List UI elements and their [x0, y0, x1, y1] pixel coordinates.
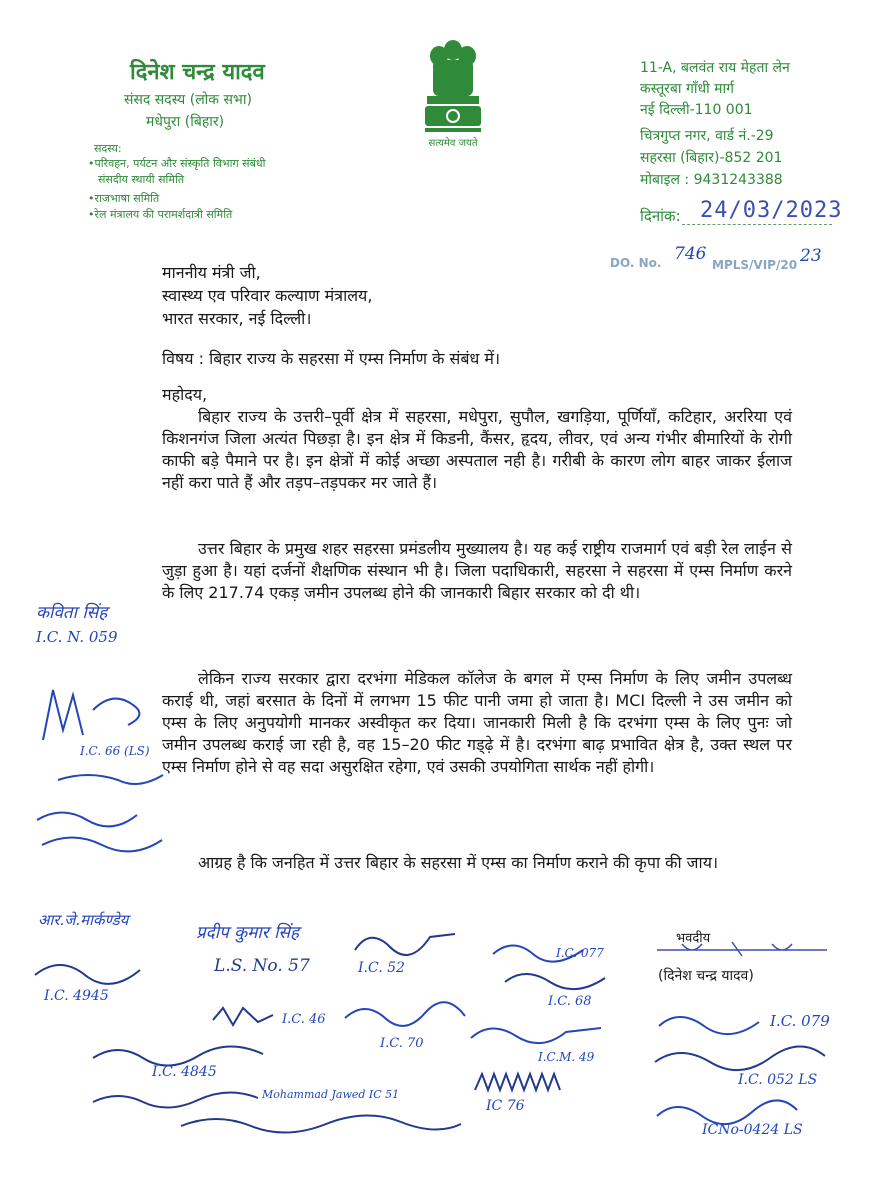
handwritten-ic-number: I.C. 66 (LS) — [80, 744, 150, 758]
date-underline — [682, 224, 832, 225]
signature-scribble — [466, 1016, 606, 1050]
committee-item: •राजभाषा समिति — [88, 192, 160, 205]
signature-scribble — [30, 950, 150, 990]
date-label: दिनांक: — [640, 207, 681, 225]
addressee-line: स्वास्थ्य एव परिवार कल्याण मंत्रालय, — [162, 286, 373, 305]
paragraph-text: लेकिन राज्य सरकार द्वारा दरभंगा मेडिकल कॉलेज के बगल में एम्स निर्माण के लिए जमीन उपलब्ध कराई थी, जहां बरसात के दिनों में लगभग 15 फीट पानी जमा हो जाता है। MCI दिल्ली ने उस जमीन को एम्स के लिए अनुपयोगी मानकर अस्वीकृत कर दिया। जानकारी मिली है कि दरभंगा एम्स के लिए पुनः जो जमीन उपलब्ध कराई जा रही है, वह 15–20 फीट गड्ढ़े में है। दरभंगा बाढ़ प्रभावित क्षेत्र है, उक्त स्थल पर एम्स निर्माण होने से वह सदा असुरक्षित रहेगा, एवं उसकी उपयोगिता सार्थक नहीं होगी। — [162, 669, 792, 776]
handwritten-ic-number: I.C. 46 — [282, 1012, 326, 1027]
address-line: सहरसा (बिहार)-852 201 — [640, 150, 783, 166]
handwritten-ic-number: I.C. 52 — [358, 960, 405, 976]
do-year: 23 — [800, 246, 822, 266]
handwritten-ic-number: I.C. 70 — [380, 1036, 424, 1051]
committee-item: संसदीय स्थायी समिति — [98, 173, 185, 186]
handwritten-ic-number: I.C. 079 — [770, 1012, 830, 1030]
committee-heading: सदस्य: — [94, 142, 122, 155]
handwritten-ic-number: I.C. 4845 — [152, 1064, 217, 1080]
addressee-line: भारत सरकार, नई दिल्ली। — [162, 309, 312, 328]
body-paragraph — [162, 668, 792, 778]
signature-scribble — [32, 800, 172, 860]
address-line: 11-A, बलवंत राय मेहता लेन — [640, 60, 790, 76]
state-emblem-icon — [413, 34, 493, 154]
subject-line: विषय : बिहार राज्य के सहरसा में एम्स निर्माण के संबंध में। — [162, 349, 501, 368]
handwritten-signature: कविता सिंह — [36, 603, 108, 623]
valediction: भवदीय — [676, 931, 711, 946]
date-value: 24/03/2023 — [700, 198, 843, 223]
address-line: चित्रगुप्त नगर, वार्ड नं.-29 — [640, 128, 774, 144]
signature-scribble — [208, 1000, 278, 1036]
handwritten-ic-number: I.C. 052 LS — [738, 1072, 818, 1088]
handwritten-ic-number: I.C. N. 059 — [36, 628, 118, 646]
committee-item: •परिवहन, पर्यटन और संस्कृति विभाग संबंधी — [88, 157, 266, 170]
body-paragraph — [162, 406, 792, 494]
paragraph-text: उत्तर बिहार के प्रमुख शहर सहरसा प्रमंडलीय मुख्यालय है। यह कई राष्ट्रीय राजमार्ग एवं बड़ी रेल लाईन से जुड़ा हुआ है। यहां दर्जनों शैक्षणिक संस्थान भी है। जिला पदाधिकारी, सहरसा ने सहरसा में एम्स निर्माण करने के लिए 217.74 एकड़ जमीन उपलब्ध होने की जानकारी बिहार सरकार को दी थी। — [162, 539, 792, 602]
body-paragraph — [162, 538, 792, 604]
addressee-line: माननीय मंत्री जी, — [162, 263, 261, 282]
signature-scribble — [650, 1040, 830, 1076]
handwritten-ic-number: I.C. 68 — [548, 994, 592, 1009]
mobile-line: मोबाइल : 9431243388 — [640, 172, 783, 188]
signature-scribble — [654, 1004, 764, 1040]
handwritten-ic-number: I.C. 077 — [556, 946, 604, 960]
signature-scribble — [500, 964, 610, 994]
paragraph-text: आग्रह है कि जनहित में उत्तर बिहार के सहरसा में एम्स का निर्माण कराने की कृपा की जाय। — [198, 853, 719, 872]
handwritten-ic-number: L.S. No. 57 — [214, 956, 310, 976]
paragraph-text: बिहार राज्य के उत्तरी–पूर्वी क्षेत्र में सहरसा, मधेपुरा, सुपौल, खगड़िया, पूर्णियाँ, कटिहार, अररिया एवं किशनगंज जिला अत्यंत पिछड़ा है। इन क्षेत्र में किडनी, कैंसर, हृदय, लीवर, एवं अन्य गंभीर बीमारियों के रोगी काफी बड़े पैमाने पर है। इन क्षेत्रों में कोई अच्छा अस्पताल नही है। गरीबी के कारण लोग बाहर जाकर ईलाज नहीं करा पाते हैं और तड़प–तड़पकर मर जाते हैं। — [162, 407, 792, 492]
committee-item: •रेल मंत्रालय की परामर्शदात्री समिति — [88, 208, 233, 221]
body-paragraph — [162, 852, 792, 874]
handwritten-ic-number: IC 76 — [486, 1098, 525, 1114]
emblem-motto: सत्यमेव जयते — [428, 138, 478, 149]
signature-scribble — [176, 1110, 466, 1136]
signature-scribble — [470, 1068, 570, 1098]
sender-name: (दिनेश चन्द्र यादव) — [658, 968, 754, 984]
salutation: महोदय, — [162, 385, 208, 404]
handwritten-signature: प्रदीप कुमार सिंह — [196, 923, 300, 943]
handwritten-ic-number: ICNo-0424 LS — [702, 1122, 803, 1138]
do-label: DO. No. — [610, 256, 662, 270]
signature-scribble — [88, 1088, 268, 1112]
handwritten-ic-number: I.C. 4945 — [44, 988, 109, 1004]
mp-name: दिनेश चन्द्र यादव — [130, 60, 265, 85]
signature-scribble — [350, 922, 460, 958]
address-line: कस्तूरबा गाँधी मार्ग — [640, 81, 735, 97]
signature-scribble — [340, 998, 470, 1032]
mp-constituency: मधेपुरा (बिहार) — [146, 114, 225, 130]
do-number: 746 — [674, 244, 707, 264]
handwritten-signature: आर.जे.मार्कण्डेय — [38, 911, 129, 929]
do-suffix: MPLS/VIP/20 — [712, 258, 798, 272]
handwritten-ic-number: I.C.M. 49 — [538, 1050, 595, 1064]
handwritten-signature: Mohammad Jawed IC 51 — [262, 1088, 400, 1101]
address-line: नई दिल्ली-110 001 — [640, 102, 753, 118]
mp-post: संसद सदस्य (लोक सभा) — [124, 92, 252, 108]
sender-signature — [652, 938, 832, 962]
signature-scribble — [38, 680, 168, 800]
